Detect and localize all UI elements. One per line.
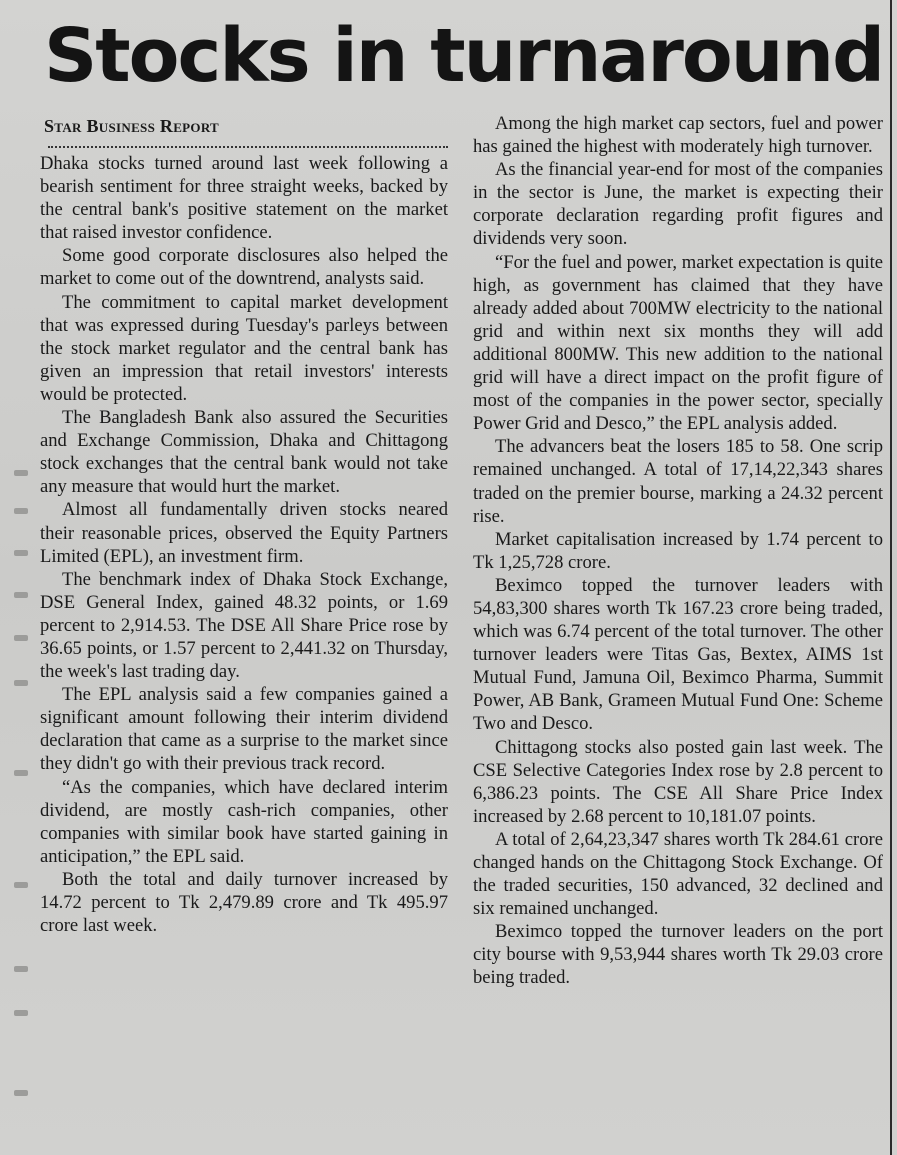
paragraph: “As the companies, which have declared interim dividend, are mostly cash-rich companies, other companies with similar book have started gaining in anticipation,” the EPL said. <box>40 776 448 867</box>
byline-divider <box>48 146 448 148</box>
headline: Stocks in turnaround <box>44 13 884 99</box>
paragraph: A total of 2,64,23,347 shares worth Tk 284.61 crore changed hands on the Chittagong Stock Exchange. Of the traded securities, 150 advanced, 32 declined and six remained unchanged. <box>473 828 883 920</box>
paragraph: The Bangladesh Bank also assured the Securities and Exchange Commission, Dhaka and Chittagong stock exchanges that the central bank would not take any measure that would hurt the market. <box>40 407 448 498</box>
paragraph: Chittagong stocks also posted gain last week. The CSE Selective Categories Index rose by 2.8 percent to 6,386.23 points. The CSE All Share Price Index increased by 2.68 percent to 10,181.07 points. <box>473 736 883 827</box>
paragraph: Both the total and daily turnover increased by 14.72 percent to Tk 2,479.89 crore and Tk 495.97 crore last week. <box>40 868 448 937</box>
left-column <box>40 112 448 937</box>
paragraph: Beximco topped the turnover leaders with 54,83,300 shares worth Tk 167.23 crore being traded, which was 6.74 percent of the total turnover. The other turnover leaders were Titas Gas, Bextex, AIMS 1st Mutual Fund, Jamuna Oil, Beximco Pharma, Summit Power, AB Bank, Grameen Mutual Fund One: Scheme Two and Desco. <box>473 574 883 735</box>
column-rule <box>890 0 892 1155</box>
paragraph: The advancers beat the losers 185 to 58. One scrip remained unchanged. A total of 17,14,22,343 shares traded on the premier bourse, marking a 24.32 percent rise. <box>473 436 883 527</box>
paragraph: Dhaka stocks turned around last week following a bearish sentiment for three straight weeks, backed by the central bank's positive statement on the market that raised investor confidence. <box>40 153 448 244</box>
right-column <box>473 112 883 990</box>
margin-marks <box>10 300 38 1130</box>
paragraph: The commitment to capital market development that was expressed during Tuesday's parleys between the stock market regulator and the central bank has given an impression that retail investors' interests would be protected. <box>40 291 448 405</box>
paragraph: The benchmark index of Dhaka Stock Exchange, DSE General Index, gained 48.32 points, or 1.69 percent to 2,914.53. The DSE All Share Price rose by 36.65 points, or 1.57 percent to 2,441.32 on Thursday, the week's last trading day. <box>40 568 448 683</box>
paragraph: Beximco topped the turnover leaders on the port city bourse with 9,53,944 shares worth Tk 29.03 crore being traded. <box>473 921 883 989</box>
paragraph: Some good corporate disclosures also helped the market to come out of the downtrend, analysts said. <box>40 245 448 290</box>
byline: Star Business Report <box>44 116 220 136</box>
paragraph: Among the high market cap sectors, fuel and power has gained the highest with moderately high turnover. <box>473 113 883 158</box>
paragraph: Almost all fundamentally driven stocks neared their reasonable prices, observed the Equity Partners Limited (EPL), an investment firm. <box>40 499 448 567</box>
paragraph: “For the fuel and power, market expectation is quite high, as government has claimed that they have already added about 700MW electricity to the national grid and within next six months they will add additional 800MW. This new addition to the national grid will have a direct impact on the profit figure of most of the companies in the power sector, specially Power Grid and Desco,” the EPL analysis added. <box>473 251 883 435</box>
paragraph: Market capitalisation increased by 1.74 percent to Tk 1,25,728 crore. <box>473 528 883 573</box>
paragraph: The EPL analysis said a few companies gained a significant amount following their interim dividend declaration that came as a surprise to the market since they didn't go with their previous track record. <box>40 684 448 775</box>
paragraph: As the financial year-end for most of the companies in the sector is June, the market is expecting their corporate declaration regarding profit figures and dividends very soon. <box>473 159 883 250</box>
